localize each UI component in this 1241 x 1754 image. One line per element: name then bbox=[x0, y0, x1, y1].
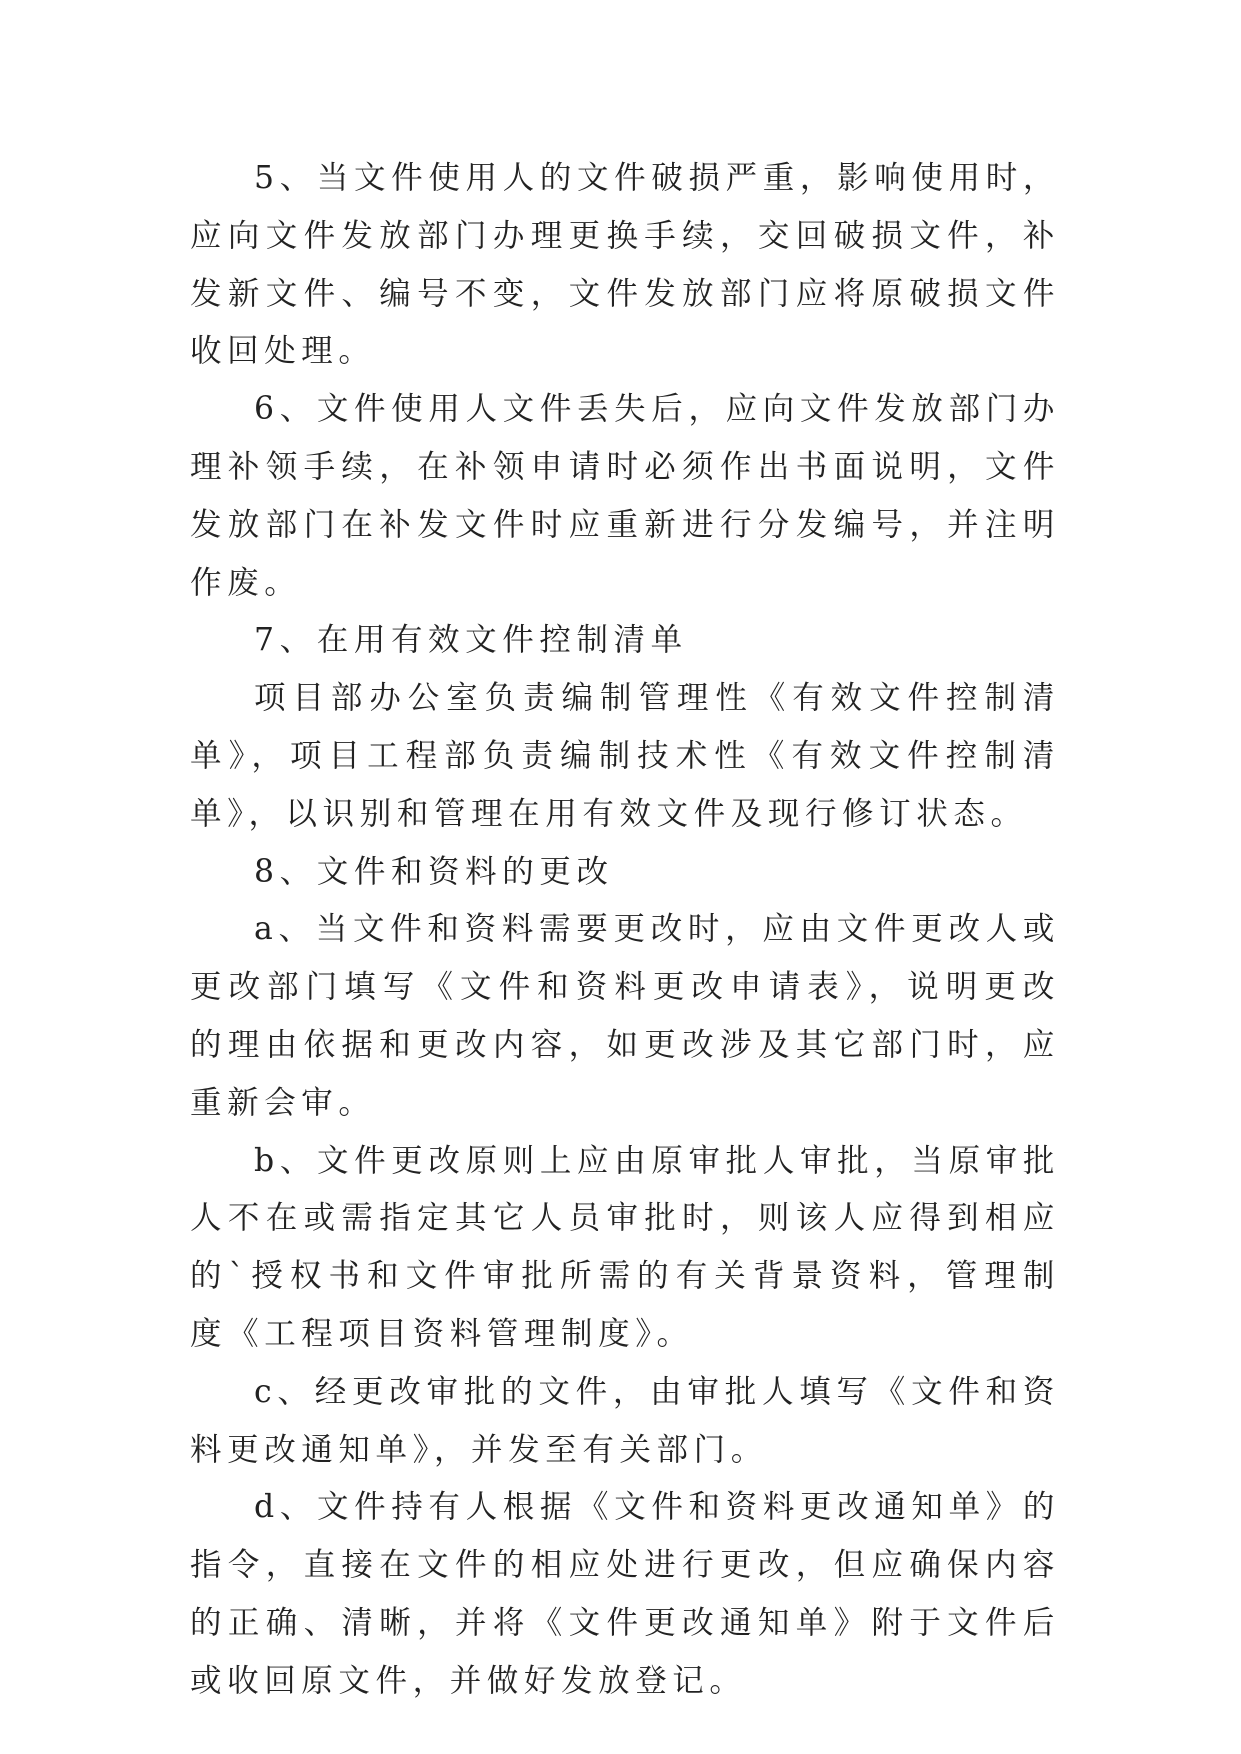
paragraph-item-c: c、经更改审批的文件，由审批人填写《文件和资料更改通知单》，并发至有关部门。 bbox=[190, 1373, 1060, 1468]
paragraph-item-6: 6、文件使用人文件丢失后，应向文件发放部门办理补领手续，在补领申请时必须作出书面说明，文件发放部门在补发文件时应重新进行分发编号，并注明作废。 bbox=[190, 391, 1060, 601]
section-heading-8: 8、文件和资料的更改 bbox=[254, 853, 614, 890]
section-heading-7: 7、在用有效文件控制清单 bbox=[254, 622, 688, 659]
paragraph-item-d: d、文件持有人根据《文件和资料更改通知单》的指令，直接在文件的相应处进行更改，但应确保内容的正确、清晰，并将《文件更改通知单》附于文件后或收回原文件，并做好发放登记。 bbox=[190, 1489, 1060, 1699]
paragraph-item-5: 5、当文件使用人的文件破损严重，影响使用时，应向文件发放部门办理更换手续，交回破损文件，补发新文件、编号不变，文件发放部门应将原破损文件收回处理。 bbox=[190, 160, 1060, 370]
paragraph-valid-file-list: 项目部办公室负责编制管理性《有效文件控制清单》，项目工程部负责编制技术性《有效文件控制清单》，以识别和管理在用有效文件及现行修订状态。 bbox=[190, 680, 1060, 832]
paragraph-item-b: b、文件更改原则上应由原审批人审批，当原审批人不在或需指定其它人员审批时，则该人应得到相应的`授权书和文件审批所需的有关背景资料，管理制度《工程项目资料管理制度》。 bbox=[190, 1142, 1060, 1352]
paragraph-item-a: a、当文件和资料需要更改时，应由文件更改人或更改部门填写《文件和资料更改申请表》，说明更改的理由依据和更改内容，如更改涉及其它部门时，应重新会审。 bbox=[190, 911, 1060, 1121]
document-body bbox=[190, 150, 1060, 1711]
